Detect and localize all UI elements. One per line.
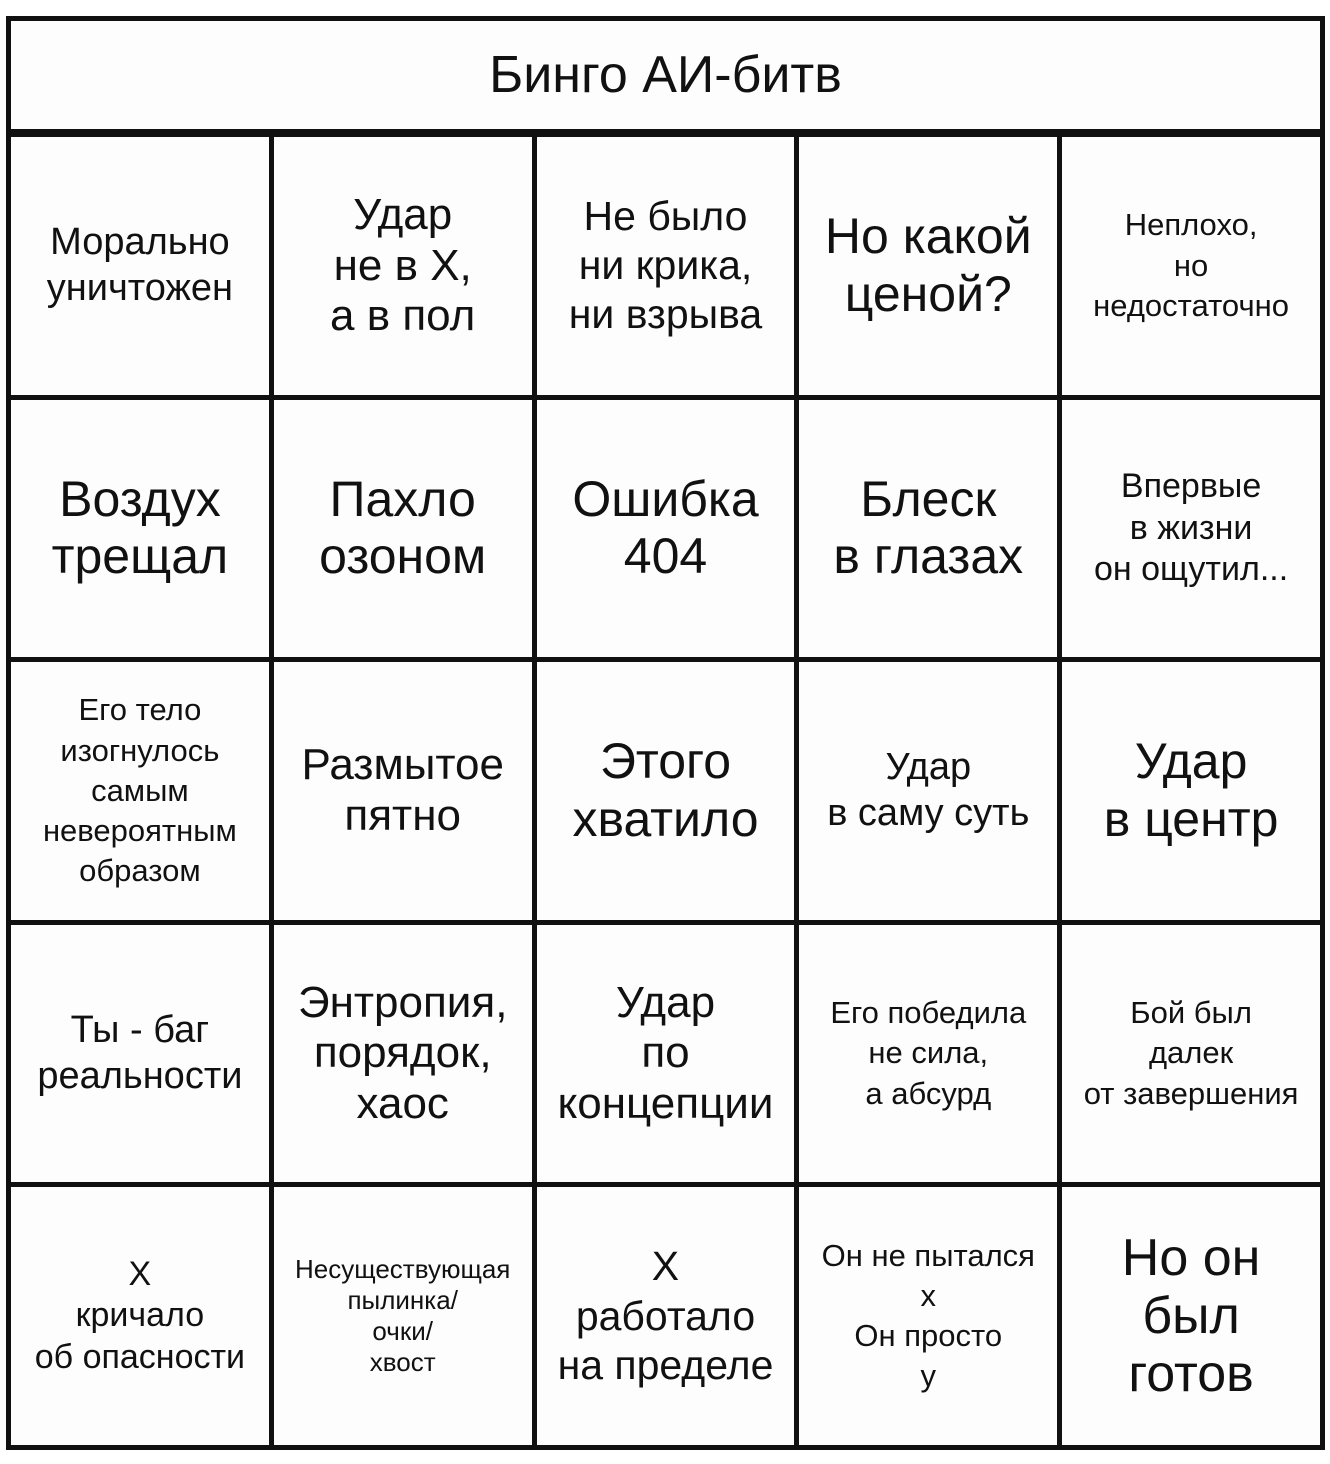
bingo-cell-text: Этого хватило	[572, 733, 759, 847]
bingo-cell[interactable]	[799, 1187, 1057, 1445]
bingo-cell[interactable]	[274, 400, 532, 658]
bingo-cell-text: Впервые в жизни он ощутил...	[1094, 467, 1289, 589]
bingo-cell-text: Удар по концепции	[557, 977, 774, 1128]
bingo-cell[interactable]	[1062, 137, 1320, 395]
bingo-cell[interactable]	[11, 925, 269, 1183]
title-divider	[11, 129, 1320, 137]
bingo-cell[interactable]	[1062, 925, 1320, 1183]
bingo-cell-text: Размытое пятно	[301, 740, 504, 840]
bingo-cell-text: Бой был далек от завершения	[1083, 995, 1299, 1111]
bingo-cell[interactable]	[1062, 662, 1320, 920]
bingo-cell-text: Блеск в глазах	[833, 470, 1024, 585]
bingo-cell[interactable]	[11, 400, 269, 658]
bingo-grid	[11, 137, 1320, 1445]
bingo-cell-text: Удар не в X, а в пол	[330, 189, 476, 341]
bingo-cell-text: Его победила не сила, а абсурд	[830, 995, 1027, 1111]
bingo-cell-text: Ты - баг реальности	[37, 1009, 243, 1097]
bingo-cell-text: Он не пытался x Он просто у	[821, 1237, 1035, 1394]
bingo-cell[interactable]	[1062, 1187, 1320, 1445]
bingo-board	[6, 16, 1325, 1450]
bingo-cell-text: Неплохо, но недостаточно	[1093, 207, 1289, 323]
bingo-cell-text: Ошибка 404	[572, 470, 759, 585]
bingo-cell[interactable]	[799, 137, 1057, 395]
bingo-cell[interactable]	[11, 137, 269, 395]
bingo-cell[interactable]	[11, 1187, 269, 1445]
bingo-cell[interactable]	[799, 925, 1057, 1183]
bingo-cell-text: Его тело изогнулось самым невероятным образом	[42, 692, 237, 889]
bingo-cell-text: Не было ни крика, ни взрыва	[568, 193, 763, 338]
bingo-cell[interactable]	[537, 1187, 795, 1445]
bingo-cell[interactable]	[11, 662, 269, 920]
bingo-cell[interactable]	[1062, 400, 1320, 658]
bingo-cell-text: Но какой ценой?	[824, 208, 1032, 322]
bingo-cell[interactable]	[537, 137, 795, 395]
bingo-cell[interactable]	[274, 662, 532, 920]
bingo-cell-text: Энтропия, порядок, хаос	[297, 977, 508, 1128]
bingo-cell-text: Пахло озоном	[319, 470, 487, 585]
bingo-cell-text: Воздух трещал	[51, 470, 229, 585]
bingo-cell[interactable]	[537, 925, 795, 1183]
bingo-cell[interactable]	[274, 137, 532, 395]
bingo-cell-text: Несуществующая пылинка/ очки/ хвост	[295, 1253, 511, 1378]
bingo-cell-text: Морально уничтожен	[46, 221, 234, 309]
bingo-cell-text: Удар в саму суть	[827, 746, 1030, 834]
bingo-cell-text: X работало на пределе	[557, 1243, 774, 1388]
bingo-cell[interactable]	[537, 400, 795, 658]
bingo-title-text: Бинго АИ-битв	[489, 46, 842, 104]
bingo-cell-text: X кричало об опасности	[34, 1254, 246, 1376]
bingo-cell[interactable]	[274, 925, 532, 1183]
bingo-cell[interactable]	[537, 662, 795, 920]
bingo-title	[11, 21, 1320, 129]
bingo-cell[interactable]	[799, 400, 1057, 658]
bingo-cell-text: Удар в центр	[1103, 733, 1279, 847]
bingo-cell-text: Но он был готов	[1121, 1228, 1261, 1404]
bingo-cell[interactable]	[799, 662, 1057, 920]
bingo-cell[interactable]	[274, 1187, 532, 1445]
